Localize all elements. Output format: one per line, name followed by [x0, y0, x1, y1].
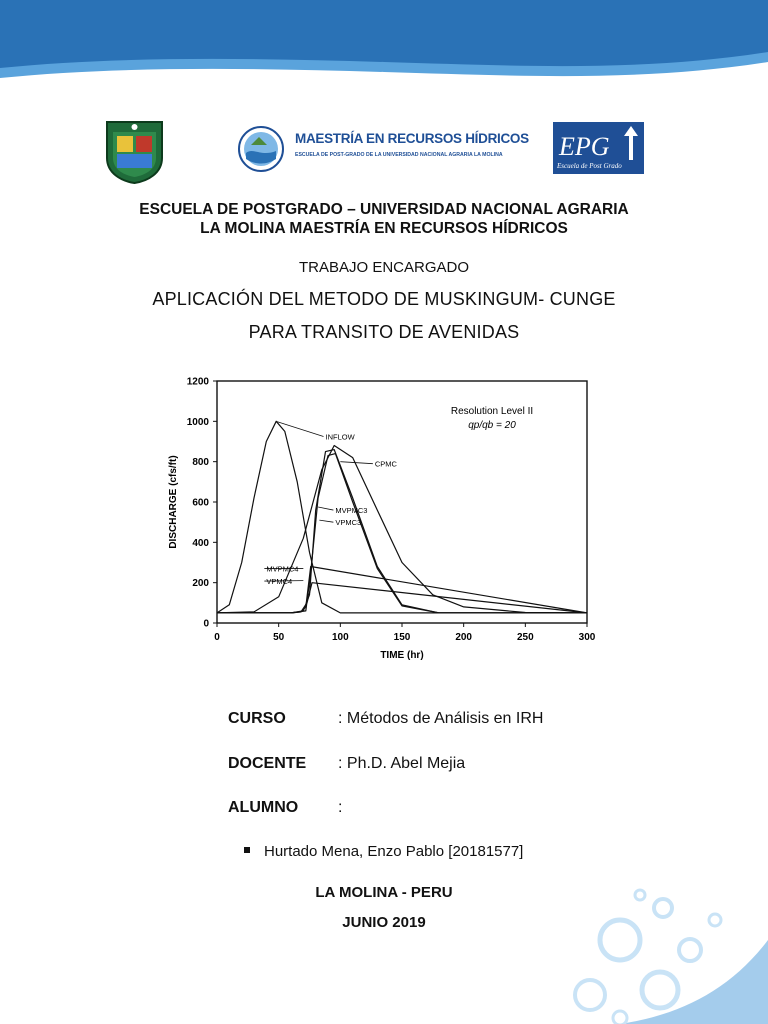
curve-label-vpmc4: VPMC4 — [266, 577, 293, 587]
school-heading: ESCUELA DE POSTGRADO – UNIVERSIDAD NACIONAL AGRARIA LA MOLINA MAESTRÍA EN RECURSOS HÍDRICOS — [139, 201, 629, 237]
document-title-line1: APLICACIÓN DEL METODO DE MUSKINGUM- CUNGE — [152, 289, 616, 309]
alumno-label: ALUMNO — [228, 799, 299, 816]
decorative-bubbles — [560, 880, 768, 1024]
x-tick-label: 250 — [516, 632, 534, 643]
chart-plot-frame — [217, 381, 587, 623]
epg-logo — [553, 122, 644, 174]
date-text: JUNIO 2019 — [342, 914, 426, 931]
x-tick-label: 150 — [393, 632, 411, 643]
header-wave-banner — [0, 0, 768, 110]
maestria-subtitle: ESCUELA DE POST-GRADO DE LA UNIVERSIDAD NACIONAL AGRARIA LA MOLINA — [295, 152, 503, 158]
x-tick-label: 0 — [214, 632, 220, 643]
logos-row — [0, 115, 768, 190]
chart-annotation-line1: Resolution Level II — [450, 406, 534, 417]
curso-label: CURSO — [228, 710, 286, 727]
chart-x-axis-label: TIME (hr) — [380, 650, 424, 661]
assignment-label: TRABAJO ENCARGADO — [298, 259, 470, 276]
epg-title: EPG — [559, 132, 610, 161]
curve-label-mvpmc4: MVPMC4 — [266, 564, 299, 574]
chart-annotation-line2: qp/qb = 20 — [468, 420, 516, 431]
docente-value: : Ph.D. Abel Mejia — [338, 755, 466, 772]
x-tick-label: 200 — [455, 632, 473, 643]
y-tick-label: 1200 — [186, 376, 209, 388]
x-tick-label: 100 — [331, 632, 349, 643]
curve-label-vpmc3: VPMC3 — [335, 518, 362, 528]
curve-label-mvpmc3: MVPMC3 — [335, 506, 368, 516]
y-tick-label: 600 — [192, 497, 209, 509]
curso-value: : Métodos de Análisis en IRH — [338, 710, 544, 727]
epg-arrow-icon — [623, 126, 639, 160]
discharge-chart — [160, 368, 600, 668]
student-list-item — [244, 843, 523, 860]
document-title-line2: PARA TRANSITO DE AVENIDAS — [248, 322, 520, 342]
maestria-title: MAESTRÍA EN RECURSOS HÍDRICOS — [295, 131, 529, 146]
x-tick-label: 300 — [578, 632, 596, 643]
y-tick-label: 200 — [192, 578, 209, 590]
docente-label: DOCENTE — [228, 755, 307, 772]
location-text: LA MOLINA - PERU — [315, 884, 453, 901]
alumno-value: : — [338, 799, 343, 816]
epg-subtitle: Escuela de Post Grado — [557, 162, 622, 170]
curve-label-cpmc: CPMC — [374, 459, 397, 469]
maestria-logo — [237, 125, 529, 173]
maestria-globe-icon — [237, 125, 287, 173]
x-tick-label: 50 — [273, 632, 285, 643]
university-seal-logo — [103, 118, 166, 184]
y-tick-label: 0 — [203, 618, 209, 630]
chart-y-axis-label: DISCHARGE (cfs/ft) — [168, 455, 179, 549]
curve-label-inflow: INFLOW — [325, 432, 355, 442]
y-tick-label: 400 — [192, 537, 209, 549]
y-tick-label: 1000 — [186, 416, 209, 428]
student-name: Hurtado Mena, Enzo Pablo [20181577] — [264, 843, 524, 860]
bullet-icon — [244, 847, 250, 853]
y-tick-label: 800 — [192, 457, 209, 469]
